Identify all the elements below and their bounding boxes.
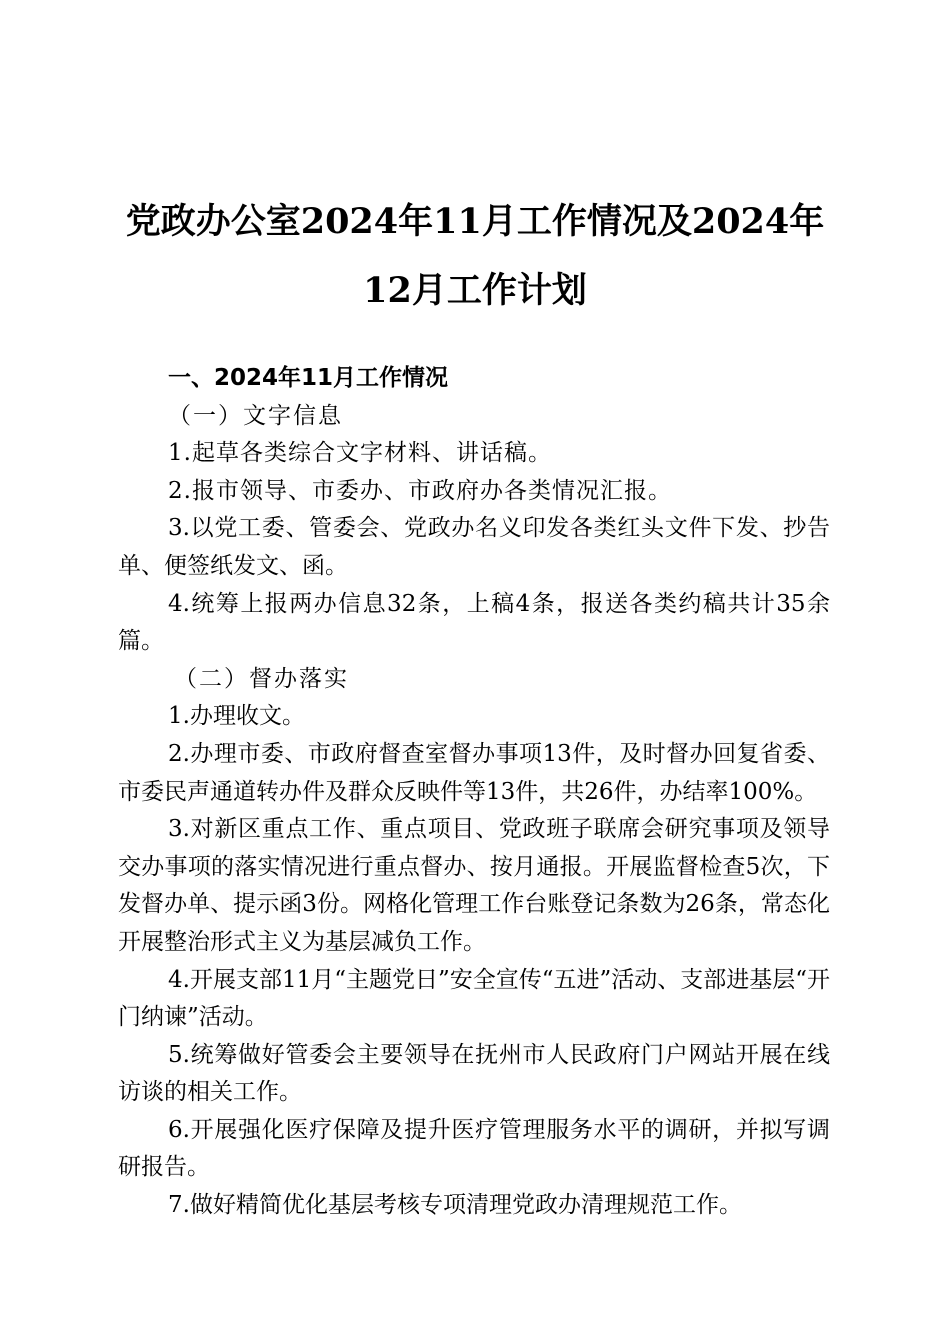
- document-title-line-1: 党政办公室2024年11月工作情况及2024年: [125, 201, 825, 242]
- subsection-heading: （二）督办落实: [174, 665, 349, 692]
- subsection-heading: （一）文字信息: [168, 402, 343, 429]
- list-item: 6.开展强化医疗保障及提升医疗管理服务水平的调研，并拟写调研报告。: [118, 1116, 830, 1181]
- document-body: [118, 360, 830, 1225]
- list-item: 3.以党工委、管委会、党政办名义印发各类红头文件下发、抄告单、便签纸发文、函。: [118, 515, 830, 579]
- list-item: 1.办理收文。: [168, 703, 305, 730]
- document-title-line-2: 12月工作计划: [363, 270, 587, 311]
- list-item: 7.做好精简优化基层考核专项清理党政办清理规范工作。: [168, 1192, 742, 1219]
- list-item: 4.统筹上报两办信息32条，上稿4条，报送各类约稿共计35余篇。: [118, 590, 830, 655]
- list-item: 2.办理市委、市政府督查室督办事项13件，及时督办回复省委、市委民声通道转办件及群众反映件等13件，共26件，办结率100%。: [118, 740, 830, 805]
- list-item: 4.开展支部11月“主题党日”安全宣传“五进”活动、支部进基层“开门纳谏”活动。: [118, 966, 831, 1031]
- list-item: 2.报市领导、市委办、市政府办各类情况汇报。: [168, 477, 672, 504]
- list-item: 5.统筹做好管委会主要领导在抚州市人民政府门户网站开展在线访谈的相关工作。: [118, 1041, 830, 1106]
- list-item: 3.对新区重点工作、重点项目、党政班子联席会研究事项及领导交办事项的落实情况进行重点督办、按月通报。开展监督检查5次，下发督办单、提示函3份。网格化管理工作台账登记条数为26条，常态化开展整治形式主义为基层减负工作。: [118, 816, 830, 955]
- list-item: 1.起草各类综合文字材料、讲话稿。: [168, 440, 552, 467]
- section-heading: 一、2024年11月工作情况: [168, 365, 449, 391]
